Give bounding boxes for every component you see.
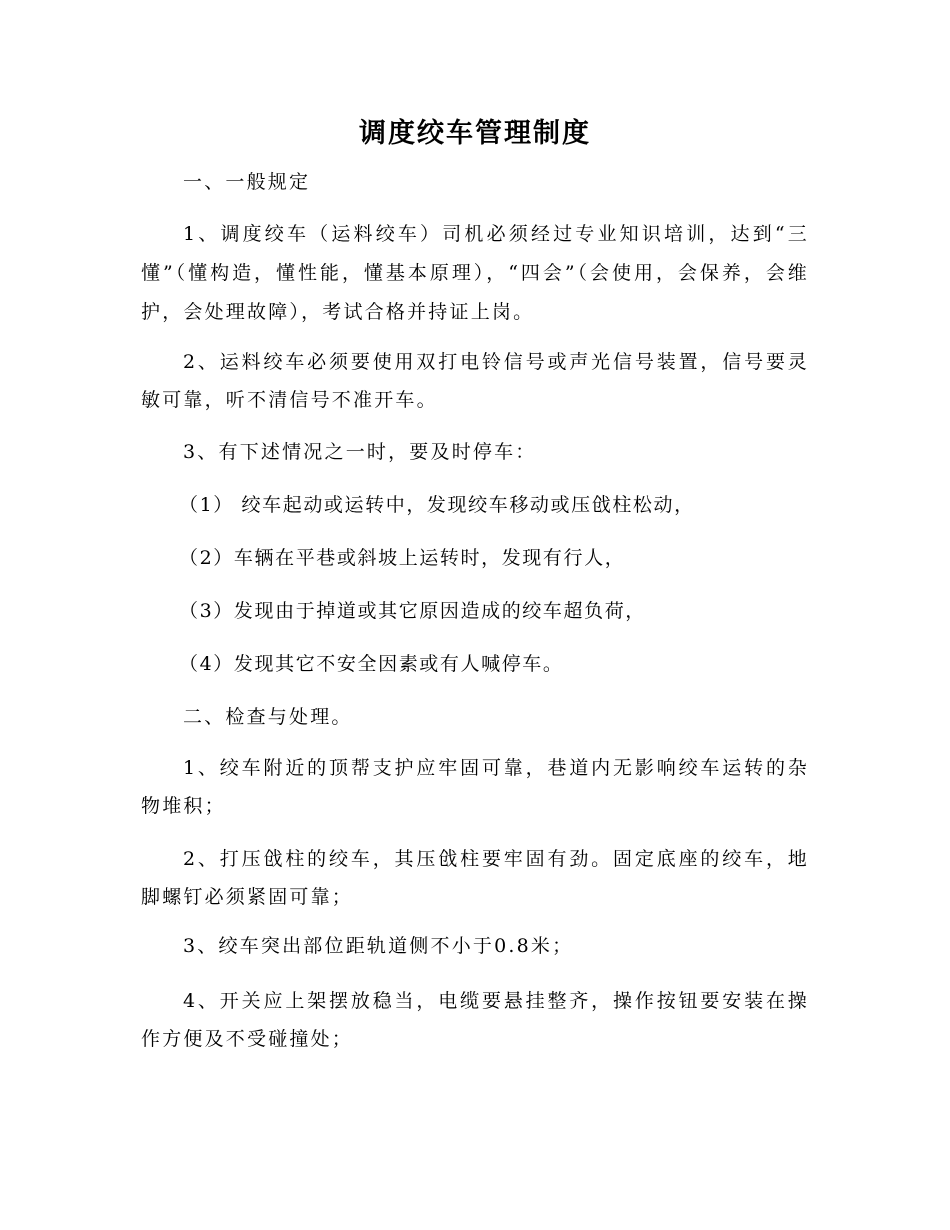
paragraph-inspection-1: 1、绞车附近的顶帮支护应牢固可靠，巷道内无影响绞车运转的杂物堆积； [141,757,809,817]
list-item-stop-2: （2）车辆在平巷或斜坡上运转时，发现有行人， [179,547,626,569]
paragraph-rule-2: 2、运料绞车必须要使用双打电铃信号或声光信号装置，信号要灵敏可靠，听不清信号不准开车。 [141,351,809,411]
section-heading-general: 一、一般规定 [183,171,311,193]
list-item-stop-3: （3）发现由于掉道或其它原因造成的绞车超负荷， [179,600,646,622]
list-item-stop-4: （4）发现其它不安全因素或有人喊停车。 [179,653,564,675]
paragraph-inspection-4: 4、开关应上架摆放稳当，电缆要悬挂整齐，操作按钮要安装在操作方便及不受碰撞处； [141,990,809,1050]
paragraph-inspection-3: 3、绞车突出部位距轨道侧不小于0.8米； [183,935,574,957]
paragraph-rule-3: 3、有下述情况之一时，要及时停车： [183,441,537,463]
section-heading-inspection: 二、检查与处理。 [183,706,353,728]
list-item-stop-1: （1） 绞车起动或运转中，发现绞车移动或压戗柱松动， [179,494,695,516]
paragraph-inspection-2: 2、打压戗柱的绞车，其压戗柱要牢固有劲。固定底座的绞车，地脚螺钉必须紧固可靠； [141,848,809,908]
document-title: 调度绞车管理制度 [359,118,591,149]
paragraph-rule-1: 1、调度绞车（运料绞车）司机必须经过专业知识培训，达到“三懂”（懂构造，懂性能，懂基本原理），“四会”（会使用，会保养，会维护，会处理故障），考试合格并持证上岗。 [141,223,809,323]
